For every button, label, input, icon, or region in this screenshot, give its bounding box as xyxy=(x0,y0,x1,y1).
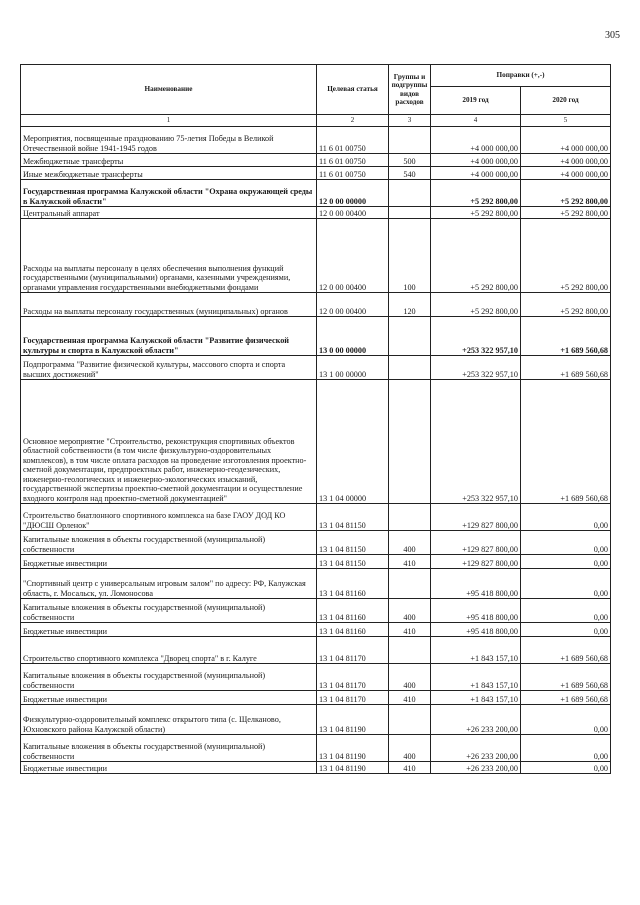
row-expense-group: 410 xyxy=(389,555,431,569)
row-amount-2020: 0,00 xyxy=(521,599,611,623)
row-name: Капитальные вложения в объекты государственной (муниципальной) собственности xyxy=(21,664,317,691)
row-amount-2019: +129 827 800,00 xyxy=(431,555,521,569)
row-expense-group xyxy=(389,356,431,380)
header-name: Наименование xyxy=(21,65,317,115)
row-expense-group xyxy=(389,705,431,735)
row-amount-2020: 0,00 xyxy=(521,762,611,774)
row-expense-group xyxy=(389,127,431,154)
row-target-code: 12 0 00 00400 xyxy=(317,219,389,293)
row-name: Центральный аппарат xyxy=(21,207,317,219)
table-row xyxy=(21,293,611,317)
row-amount-2020: +5 292 800,00 xyxy=(521,293,611,317)
table-row xyxy=(21,219,611,293)
row-name: Расходы на выплаты персоналу государственных (муниципальных) органов xyxy=(21,293,317,317)
row-amount-2020: 0,00 xyxy=(521,735,611,762)
header-year-2020: 2020 год xyxy=(521,87,611,115)
row-name: Основное мероприятие "Строительство, реконструкция спортивных объектов областной собственности (в том числе физкультурно-оздоровительных комплексов), в том числе оплата расходов на проведение изготовления проектно-сметной документации, предпроектных работ, инженерно-геодезических, инженерно-геологических и инженерно-экологических изысканий, государственной экспертизы проектно-сметной документации и осуществление входного контроля над проектно-сметной документацией" xyxy=(21,380,317,504)
row-amount-2020: +4 000 000,00 xyxy=(521,154,611,167)
header-amendments: Поправки (+,-) xyxy=(431,65,611,87)
row-name: Капитальные вложения в объекты государственной (муниципальной) собственности xyxy=(21,735,317,762)
row-amount-2019: +1 843 157,10 xyxy=(431,691,521,705)
header-year-2019: 2019 год xyxy=(431,87,521,115)
table-row xyxy=(21,664,611,691)
row-amount-2020: +5 292 800,00 xyxy=(521,207,611,219)
row-amount-2020: +4 000 000,00 xyxy=(521,127,611,154)
row-name: Иные межбюджетные трансферты xyxy=(21,167,317,180)
col-num-2: 2 xyxy=(317,115,389,127)
row-name: Расходы на выплаты персоналу в целях обеспечения выполнения функций государственными (муниципальными) органами, казенными учреждениями, органами управления государственными внебюджетными фондами xyxy=(21,219,317,293)
table-row xyxy=(21,317,611,356)
row-target-code: 13 1 04 81170 xyxy=(317,637,389,664)
row-amount-2019: +95 418 800,00 xyxy=(431,569,521,599)
row-amount-2020: 0,00 xyxy=(521,531,611,555)
row-expense-group: 540 xyxy=(389,167,431,180)
row-amount-2019: +4 000 000,00 xyxy=(431,167,521,180)
budget-amendments-table xyxy=(20,64,611,774)
row-name: Физкультурно-оздоровительный комплекс открытого типа (с. Щелканово, Юхновского района Калужской области) xyxy=(21,705,317,735)
row-amount-2020: 0,00 xyxy=(521,555,611,569)
row-target-code: 13 1 04 81190 xyxy=(317,705,389,735)
row-amount-2019: +129 827 800,00 xyxy=(431,531,521,555)
row-expense-group xyxy=(389,207,431,219)
row-target-code: 12 0 00 00400 xyxy=(317,207,389,219)
row-expense-group: 410 xyxy=(389,691,431,705)
row-amount-2019: +1 843 157,10 xyxy=(431,664,521,691)
row-name: Бюджетные инвестиции xyxy=(21,555,317,569)
row-expense-group: 100 xyxy=(389,219,431,293)
row-target-code: 13 1 04 81160 xyxy=(317,599,389,623)
row-expense-group: 500 xyxy=(389,154,431,167)
row-name: Строительство спортивного комплекса "Дворец спорта" в г. Калуге xyxy=(21,637,317,664)
table-row xyxy=(21,705,611,735)
row-target-code: 13 1 04 81170 xyxy=(317,664,389,691)
row-amount-2019: +95 418 800,00 xyxy=(431,599,521,623)
table-row xyxy=(21,762,611,774)
row-name: Бюджетные инвестиции xyxy=(21,762,317,774)
table-row xyxy=(21,691,611,705)
row-amount-2020: +1 689 560,68 xyxy=(521,691,611,705)
table-row xyxy=(21,531,611,555)
row-amount-2020: +5 292 800,00 xyxy=(521,219,611,293)
table-body xyxy=(21,127,611,774)
row-expense-group: 120 xyxy=(389,293,431,317)
row-target-code: 13 1 00 00000 xyxy=(317,356,389,380)
row-name: Капитальные вложения в объекты государственной (муниципальной) собственности xyxy=(21,531,317,555)
row-target-code: 13 1 04 81190 xyxy=(317,762,389,774)
row-target-code: 13 1 04 81150 xyxy=(317,555,389,569)
row-amount-2020: +1 689 560,68 xyxy=(521,637,611,664)
table-row xyxy=(21,637,611,664)
table-row xyxy=(21,555,611,569)
row-amount-2020: 0,00 xyxy=(521,705,611,735)
row-amount-2019: +253 322 957,10 xyxy=(431,356,521,380)
row-target-code: 13 1 04 81160 xyxy=(317,569,389,599)
row-expense-group xyxy=(389,380,431,504)
row-target-code: 13 1 04 81190 xyxy=(317,735,389,762)
row-target-code: 11 6 01 00750 xyxy=(317,167,389,180)
row-expense-group xyxy=(389,180,431,207)
row-target-code: 12 0 00 00000 xyxy=(317,180,389,207)
row-amount-2019: +5 292 800,00 xyxy=(431,207,521,219)
row-amount-2020: +1 689 560,68 xyxy=(521,317,611,356)
table-row xyxy=(21,569,611,599)
row-amount-2019: +95 418 800,00 xyxy=(431,623,521,637)
row-target-code: 13 0 00 00000 xyxy=(317,317,389,356)
row-amount-2019: +253 322 957,10 xyxy=(431,380,521,504)
row-name: Подпрограмма "Развитие физической культуры, массового спорта и спорта высших достижений" xyxy=(21,356,317,380)
row-target-code: 12 0 00 00400 xyxy=(317,293,389,317)
row-expense-group xyxy=(389,637,431,664)
row-expense-group: 400 xyxy=(389,735,431,762)
row-expense-group: 410 xyxy=(389,762,431,774)
row-amount-2020: 0,00 xyxy=(521,569,611,599)
row-target-code: 13 1 04 81170 xyxy=(317,691,389,705)
row-expense-group: 400 xyxy=(389,531,431,555)
table-row xyxy=(21,180,611,207)
row-target-code: 11 6 01 00750 xyxy=(317,127,389,154)
row-amount-2019: +4 000 000,00 xyxy=(431,127,521,154)
col-num-1: 1 xyxy=(21,115,317,127)
row-expense-group: 400 xyxy=(389,664,431,691)
header-groups: Группы и подгруппы видов расходов xyxy=(389,65,431,115)
row-expense-group: 410 xyxy=(389,623,431,637)
row-expense-group xyxy=(389,317,431,356)
row-name: Государственная программа Калужской области "Охрана окружающей среды в Калужской области" xyxy=(21,180,317,207)
row-amount-2020: +5 292 800,00 xyxy=(521,180,611,207)
row-amount-2019: +5 292 800,00 xyxy=(431,180,521,207)
row-amount-2020: +1 689 560,68 xyxy=(521,664,611,691)
row-amount-2019: +129 827 800,00 xyxy=(431,504,521,531)
table-row xyxy=(21,167,611,180)
table-row xyxy=(21,127,611,154)
row-amount-2020: +1 689 560,68 xyxy=(521,356,611,380)
page-number: 305 xyxy=(605,30,620,41)
header-target: Целевая статья xyxy=(317,65,389,115)
row-expense-group xyxy=(389,569,431,599)
row-target-code: 11 6 01 00750 xyxy=(317,154,389,167)
row-amount-2019: +4 000 000,00 xyxy=(431,154,521,167)
row-name: Бюджетные инвестиции xyxy=(21,623,317,637)
row-amount-2019: +5 292 800,00 xyxy=(431,293,521,317)
table-row xyxy=(21,623,611,637)
row-target-code: 13 1 04 81150 xyxy=(317,504,389,531)
table-row xyxy=(21,735,611,762)
row-amount-2019: +26 233 200,00 xyxy=(431,735,521,762)
row-amount-2019: +253 322 957,10 xyxy=(431,317,521,356)
col-num-4: 4 xyxy=(431,115,521,127)
col-num-3: 3 xyxy=(389,115,431,127)
row-expense-group: 400 xyxy=(389,599,431,623)
row-amount-2019: +5 292 800,00 xyxy=(431,219,521,293)
row-name: "Спортивный центр с универсальным игровым залом" по адресу: РФ, Калужская область, г. Мосальск, ул. Ломоносова xyxy=(21,569,317,599)
row-name: Мероприятия, посвященные празднованию 75-летия Победы в Великой Отечественной войне 1941-1945 годов xyxy=(21,127,317,154)
table-row xyxy=(21,504,611,531)
row-name: Строительство биатлонного спортивного комплекса на базе ГАОУ ДОД КО "ДЮСШ Орленок" xyxy=(21,504,317,531)
row-amount-2020: 0,00 xyxy=(521,504,611,531)
table-row xyxy=(21,207,611,219)
row-name: Государственная программа Калужской области "Развитие физической культуры и спорта в Калужской области" xyxy=(21,317,317,356)
row-expense-group xyxy=(389,504,431,531)
row-amount-2019: +26 233 200,00 xyxy=(431,762,521,774)
table-row xyxy=(21,154,611,167)
row-name: Межбюджетные трансферты xyxy=(21,154,317,167)
col-num-5: 5 xyxy=(521,115,611,127)
row-name: Капитальные вложения в объекты государственной (муниципальной) собственности xyxy=(21,599,317,623)
row-amount-2020: +1 689 560,68 xyxy=(521,380,611,504)
table-row xyxy=(21,356,611,380)
table-row xyxy=(21,599,611,623)
table-row xyxy=(21,380,611,504)
row-target-code: 13 1 04 00000 xyxy=(317,380,389,504)
row-amount-2019: +26 233 200,00 xyxy=(431,705,521,735)
row-amount-2019: +1 843 157,10 xyxy=(431,637,521,664)
row-amount-2020: 0,00 xyxy=(521,623,611,637)
row-target-code: 13 1 04 81150 xyxy=(317,531,389,555)
row-amount-2020: +4 000 000,00 xyxy=(521,167,611,180)
row-name: Бюджетные инвестиции xyxy=(21,691,317,705)
row-target-code: 13 1 04 81160 xyxy=(317,623,389,637)
